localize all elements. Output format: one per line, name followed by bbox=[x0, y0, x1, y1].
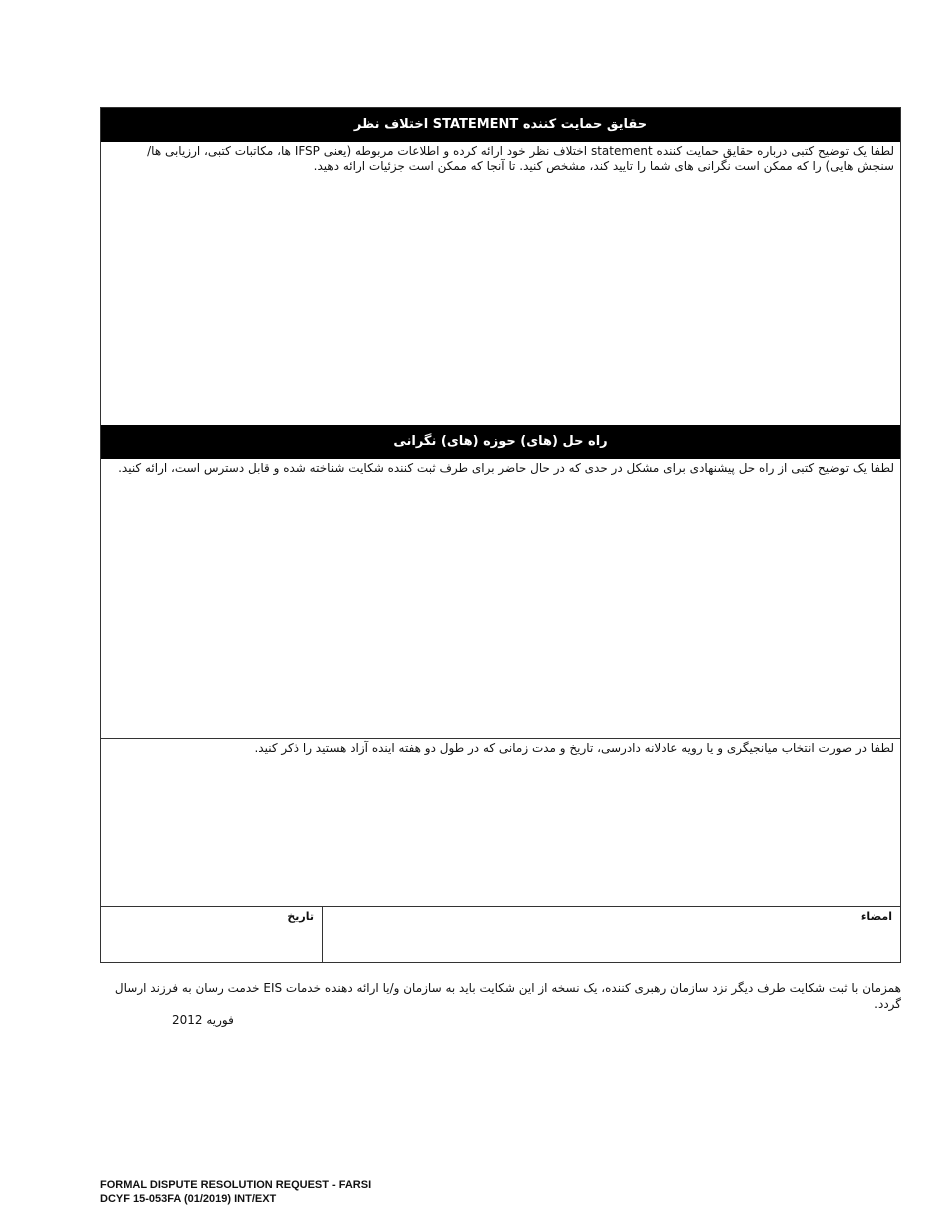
footnote bbox=[100, 980, 901, 1028]
signature-field[interactable] bbox=[322, 907, 900, 962]
form-identifier bbox=[100, 1178, 371, 1206]
dispute-form bbox=[100, 107, 901, 963]
resolution-section-header: راه حل (های) حوزه (های) نگرانی bbox=[101, 425, 900, 459]
facts-section-header: حقایق حمایت کننده STATEMENT اختلاف نظر bbox=[101, 108, 900, 142]
resolution-text-area[interactable] bbox=[101, 459, 900, 739]
mediation-text-area[interactable] bbox=[101, 739, 900, 907]
form-title: FORMAL DISPUTE RESOLUTION REQUEST - FARSI bbox=[100, 1179, 372, 1191]
signature-label: امضاء bbox=[860, 910, 892, 923]
mediation-instruction: لطفا در صورت انتخاب میانجیگری و یا رویه عادلانه دادرسی، تاریخ و مدت زمانی که در طول دو هفته اینده آزاد هستید را ذکر کنید. bbox=[254, 741, 894, 755]
resolution-instruction: لطفا یک توضیح کتبی از راه حل پیشنهادی برای مشکل در حدی که در حال حاضر برای طرف ثبت کننده شکایت شناخته شده و قابل دسترس است، ارائه کنید. bbox=[118, 461, 894, 475]
footnote-date: فوریه 2012 bbox=[172, 1013, 234, 1027]
facts-instruction: لطفا یک توضیح کتبی درباره حقایق حمایت کننده statement اختلاف نظر خود ارائه کرده و اطلاعات مربوطه (یعنی IFSP ها، مکاتبات کتبی، ارزیابی ها/ سنجش هایی) را که ممکن است نگرانی های شما را تایید کند، مشخص کنید. تا آنجا که ممکن است جزئیات ارائه دهید. bbox=[147, 144, 894, 173]
date-field[interactable] bbox=[101, 907, 322, 962]
footnote-text: همزمان با ثبت شکایت طرف دیگر نزد سازمان رهبری کننده، یک نسخه از این شکایت باید به سازمان و/یا ارائه دهنده خدمات EIS خدمت رسان به فرزند ارسال گردد. bbox=[114, 981, 901, 1011]
signature-row bbox=[101, 907, 900, 962]
form-code: DCYF 15-053FA (01/2019) INT/EXT bbox=[100, 1193, 277, 1205]
date-label: تاریخ bbox=[287, 910, 314, 923]
facts-text-area[interactable] bbox=[101, 142, 900, 425]
